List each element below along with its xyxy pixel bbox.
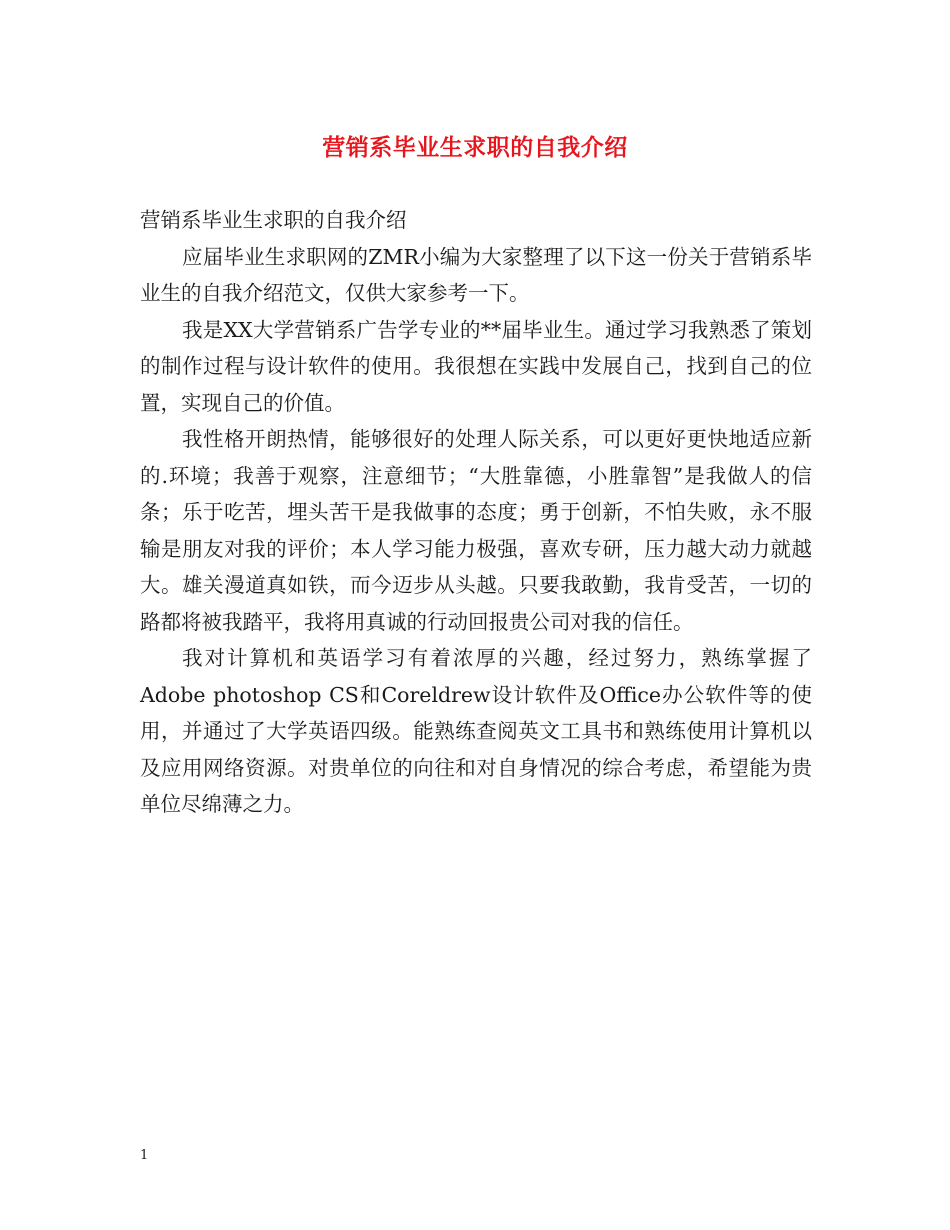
paragraph-intro: 应届毕业生求职网的ZMR小编为大家整理了以下这一份关于营销系毕业生的自我介绍范文，仅供大家参考一下。 xyxy=(140,244,812,305)
paragraph-education: 我是XX大学营销系广告学专业的**届毕业生。通过学习我熟悉了策划的制作过程与设计软件的使用。我很想在实践中发展自己，找到自己的位置，实现自己的价值。 xyxy=(140,317,812,415)
paragraph-skills: 我对计算机和英语学习有着浓厚的兴趣，经过努力，熟练掌握了Adobe photoshop CS和Coreldrew设计软件及Office办公软件等的使用，并通过了大学英语四级。能熟练查阅英文工具书和熟练使用计算机以及应用网络资源。对贵单位的向往和对自身情况的综合考虑，希望能为贵单位尽绵薄之力。 xyxy=(140,646,812,816)
paragraph-personality: 我性格开朗热情，能够很好的处理人际关系，可以更好更快地适应新的.环境；我善于观察，注意细节；“大胜靠德，小胜靠智”是我做人的信条；乐于吃苦，埋头苦干是我做事的态度；勇于创新，不怕失败，永不服输是朋友对我的评价；本人学习能力极强，喜欢专研，压力越大动力就越大。雄关漫道真如铁，而今迈步从头越。只要我敢勤，我肯受苦，一切的路都将被我踏平，我将用真诚的行动回报贵公司对我的信任。 xyxy=(140,427,812,634)
paragraph-heading: 营销系毕业生求职的自我介绍 xyxy=(140,208,407,232)
document-body xyxy=(140,202,812,823)
document-title: 营销系毕业生求职的自我介绍 xyxy=(322,134,628,161)
page-number: 1 xyxy=(140,1148,149,1163)
